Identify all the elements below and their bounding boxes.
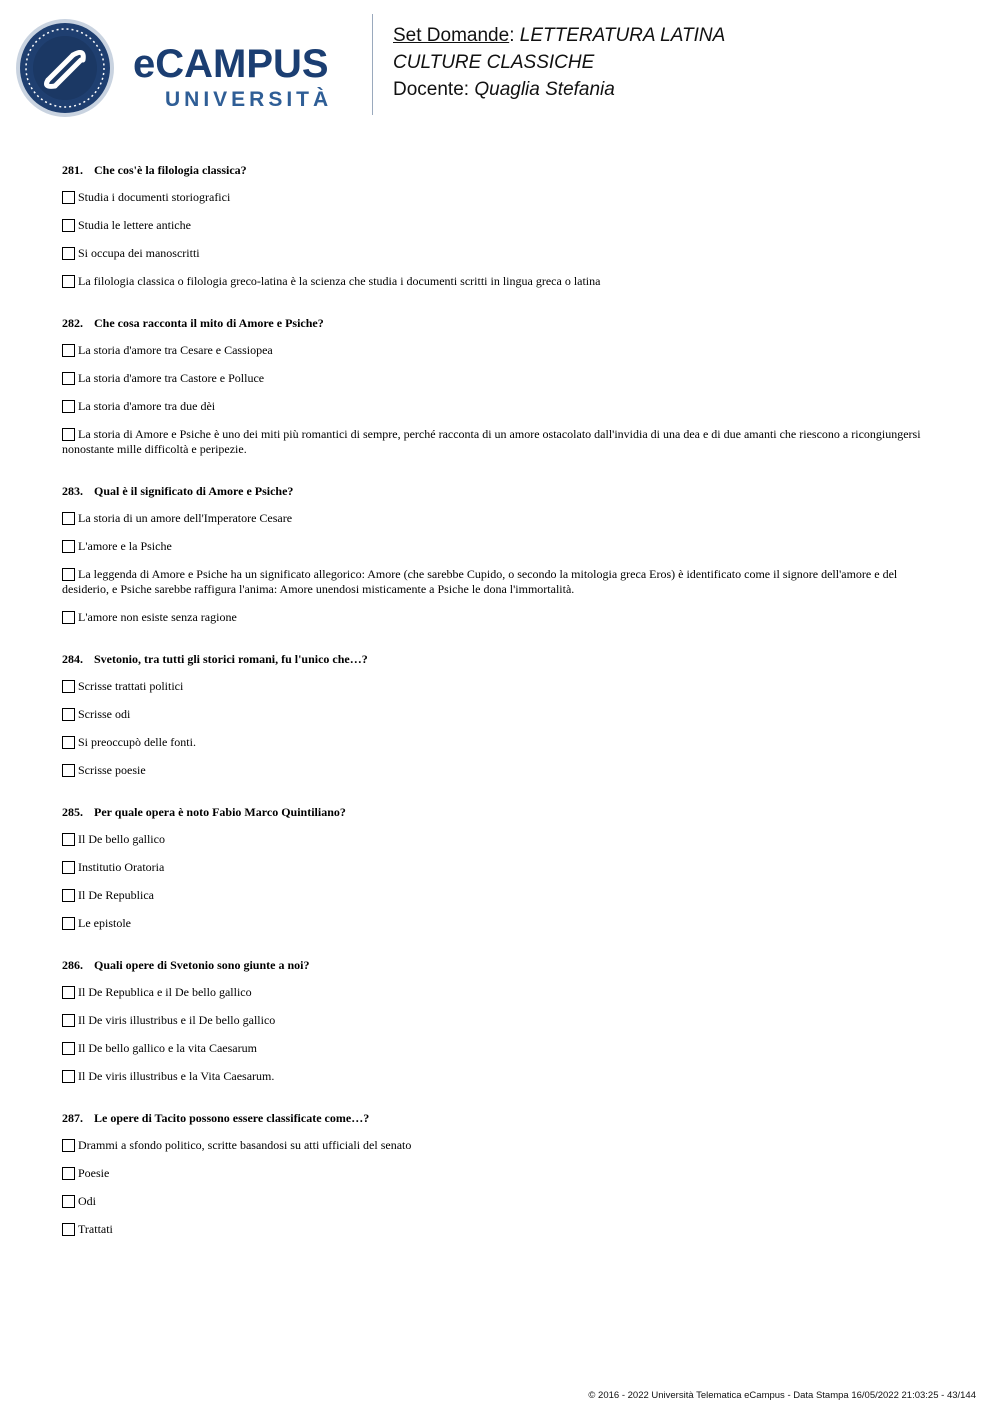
- option-label: Institutio Oratoria: [78, 860, 165, 874]
- checkbox[interactable]: [62, 1014, 75, 1027]
- brand-subtitle: UNIVERSITÀ: [165, 88, 333, 111]
- answer-option[interactable]: [62, 343, 942, 358]
- answer-option[interactable]: [62, 1194, 942, 1209]
- brand-name: eCAMPUS: [133, 42, 329, 86]
- question-number: 287.: [62, 1111, 83, 1125]
- question-number: 283.: [62, 484, 83, 498]
- option-label: Scrisse trattati politici: [78, 679, 184, 693]
- option-label: Il De Republica e il De bello gallico: [78, 985, 252, 999]
- ecampus-logo: [15, 18, 360, 118]
- checkbox[interactable]: [62, 764, 75, 777]
- option-label: Odi: [78, 1194, 96, 1208]
- checkbox[interactable]: [62, 1223, 75, 1236]
- answer-option[interactable]: [62, 985, 942, 1000]
- question-281: [62, 163, 942, 289]
- checkbox[interactable]: [62, 219, 75, 232]
- answer-option[interactable]: [62, 399, 942, 414]
- answer-option[interactable]: [62, 274, 942, 289]
- subject-title: LETTERATURA LATINA: [519, 25, 726, 46]
- question-title: [62, 163, 942, 178]
- checkbox[interactable]: [62, 680, 75, 693]
- checkbox[interactable]: [62, 247, 75, 260]
- set-line: [393, 22, 725, 49]
- document-header: [393, 22, 725, 103]
- course-title: CULTURE CLASSICHE: [393, 52, 595, 73]
- option-label: Il De viris illustribus e la Vita Caesarum.: [78, 1069, 275, 1083]
- checkbox[interactable]: [62, 540, 75, 553]
- question-text: Per quale opera è noto Fabio Marco Quintiliano?: [94, 805, 346, 819]
- question-text: Che cosa racconta il mito di Amore e Psiche?: [94, 316, 324, 330]
- question-number: 286.: [62, 958, 83, 972]
- answer-option[interactable]: [62, 218, 942, 233]
- teacher-label: Docente: [393, 79, 464, 100]
- header-divider: [372, 14, 373, 115]
- checkbox[interactable]: [62, 568, 75, 581]
- question-text: Che cos'è la filologia classica?: [94, 163, 247, 177]
- checkbox[interactable]: [62, 191, 75, 204]
- checkbox[interactable]: [62, 986, 75, 999]
- option-label: La storia d'amore tra Cesare e Cassiopea: [78, 343, 273, 357]
- option-label: Il De viris illustribus e il De bello gallico: [78, 1013, 276, 1027]
- set-label: Set Domande: [393, 25, 510, 46]
- checkbox[interactable]: [62, 1042, 75, 1055]
- answer-option[interactable]: [62, 610, 942, 625]
- option-label: Studia le lettere antiche: [78, 218, 191, 232]
- answer-option[interactable]: [62, 832, 942, 847]
- checkbox[interactable]: [62, 1070, 75, 1083]
- answer-option[interactable]: [62, 1222, 942, 1237]
- question-number: 284.: [62, 652, 83, 666]
- checkbox[interactable]: [62, 1139, 75, 1152]
- page-footer: © 2016 - 2022 Università Telematica eCampus - Data Stampa 16/05/2022 21:03:25 - 43/144: [588, 1390, 976, 1401]
- question-list: [62, 163, 942, 1250]
- answer-option[interactable]: [62, 1013, 942, 1028]
- option-label: Studia i documenti storiografici: [78, 190, 231, 204]
- question-text: Quali opere di Svetonio sono giunte a noi?: [94, 958, 310, 972]
- answer-option[interactable]: [62, 1069, 942, 1084]
- option-label: Le epistole: [78, 916, 131, 930]
- answer-option[interactable]: [62, 1138, 942, 1153]
- answer-option[interactable]: [62, 888, 942, 903]
- answer-option[interactable]: [62, 567, 942, 597]
- option-label: L'amore non esiste senza ragione: [78, 610, 237, 624]
- teacher-separator: :: [463, 79, 470, 100]
- checkbox[interactable]: [62, 708, 75, 721]
- checkbox[interactable]: [62, 1167, 75, 1180]
- answer-option[interactable]: [62, 1166, 942, 1181]
- question-text: Qual è il significato di Amore e Psiche?: [94, 484, 294, 498]
- checkbox[interactable]: [62, 512, 75, 525]
- question-text: Le opere di Tacito possono essere classificate come…?: [94, 1111, 370, 1125]
- checkbox[interactable]: [62, 1195, 75, 1208]
- answer-option[interactable]: [62, 735, 942, 750]
- question-283: [62, 484, 942, 625]
- option-label: La storia di un amore dell'Imperatore Cesare: [78, 511, 293, 525]
- option-label: Il De bello gallico: [78, 832, 165, 846]
- university-seal-icon: [15, 18, 115, 118]
- checkbox[interactable]: [62, 372, 75, 385]
- option-label: La leggenda di Amore e Psiche ha un significato allegorico: Amore (che sarebbe Cupido, o secondo la mitologia greca Eros) è identificato come il signore dell'amore e del desiderio, e Psiche sarebbe raffigura l'anima: Amore unendosi misticamente a Psiche le dona l'immortalità.: [62, 567, 898, 596]
- question-title: [62, 484, 942, 499]
- option-label: Il De Republica: [78, 888, 154, 902]
- checkbox[interactable]: [62, 889, 75, 902]
- question-286: [62, 958, 942, 1084]
- checkbox[interactable]: [62, 275, 75, 288]
- question-284: [62, 652, 942, 778]
- checkbox[interactable]: [62, 917, 75, 930]
- option-label: Scrisse poesie: [78, 763, 146, 777]
- option-label: L'amore e la Psiche: [78, 539, 172, 553]
- teacher-name: Quaglia Stefania: [474, 79, 615, 100]
- question-title: [62, 805, 942, 820]
- option-label: Scrisse odi: [78, 707, 131, 721]
- answer-option[interactable]: [62, 763, 942, 778]
- option-label: Il De bello gallico e la vita Caesarum: [78, 1041, 257, 1055]
- checkbox[interactable]: [62, 400, 75, 413]
- answer-option[interactable]: [62, 679, 942, 694]
- option-label: Drammi a sfondo politico, scritte basandosi su atti ufficiali del senato: [78, 1138, 412, 1152]
- answer-option[interactable]: [62, 1041, 942, 1056]
- teacher-line: [393, 76, 725, 103]
- question-title: [62, 1111, 942, 1126]
- question-287: [62, 1111, 942, 1237]
- answer-option[interactable]: [62, 860, 942, 875]
- answer-option[interactable]: [62, 246, 942, 261]
- checkbox[interactable]: [62, 428, 75, 441]
- answer-option[interactable]: [62, 427, 942, 457]
- option-label: Poesie: [78, 1166, 110, 1180]
- option-label: La storia d'amore tra Castore e Polluce: [78, 371, 265, 385]
- question-title: [62, 316, 942, 331]
- set-separator: :: [509, 25, 515, 46]
- option-label: Trattati: [78, 1222, 113, 1236]
- answer-option[interactable]: [62, 916, 942, 931]
- question-number: 285.: [62, 805, 83, 819]
- checkbox[interactable]: [62, 861, 75, 874]
- question-282: [62, 316, 942, 457]
- answer-option[interactable]: [62, 539, 942, 554]
- option-label: La storia d'amore tra due dèi: [78, 399, 216, 413]
- checkbox[interactable]: [62, 611, 75, 624]
- question-number: 282.: [62, 316, 83, 330]
- option-label: La storia di Amore e Psiche è uno dei miti più romantici di sempre, perché racconta di un amore ostacolato dall'invidia di una dea e di due amanti che riescono a ricongiungersi nonostante mille difficoltà e peripezie.: [62, 427, 921, 456]
- question-285: [62, 805, 942, 931]
- answer-option[interactable]: [62, 371, 942, 386]
- answer-option[interactable]: [62, 511, 942, 526]
- question-text: Svetonio, tra tutti gli storici romani, fu l'unico che…?: [94, 652, 368, 666]
- question-title: [62, 958, 942, 973]
- option-label: Si preoccupò delle fonti.: [78, 735, 196, 749]
- checkbox[interactable]: [62, 344, 75, 357]
- option-label: La filologia classica o filologia greco-latina è la scienza che studia i documenti scritti in lingua greca o latina: [78, 274, 601, 288]
- answer-option[interactable]: [62, 707, 942, 722]
- answer-option[interactable]: [62, 190, 942, 205]
- checkbox[interactable]: [62, 736, 75, 749]
- option-label: Si occupa dei manoscritti: [78, 246, 200, 260]
- question-title: [62, 652, 942, 667]
- checkbox[interactable]: [62, 833, 75, 846]
- question-number: 281.: [62, 163, 83, 177]
